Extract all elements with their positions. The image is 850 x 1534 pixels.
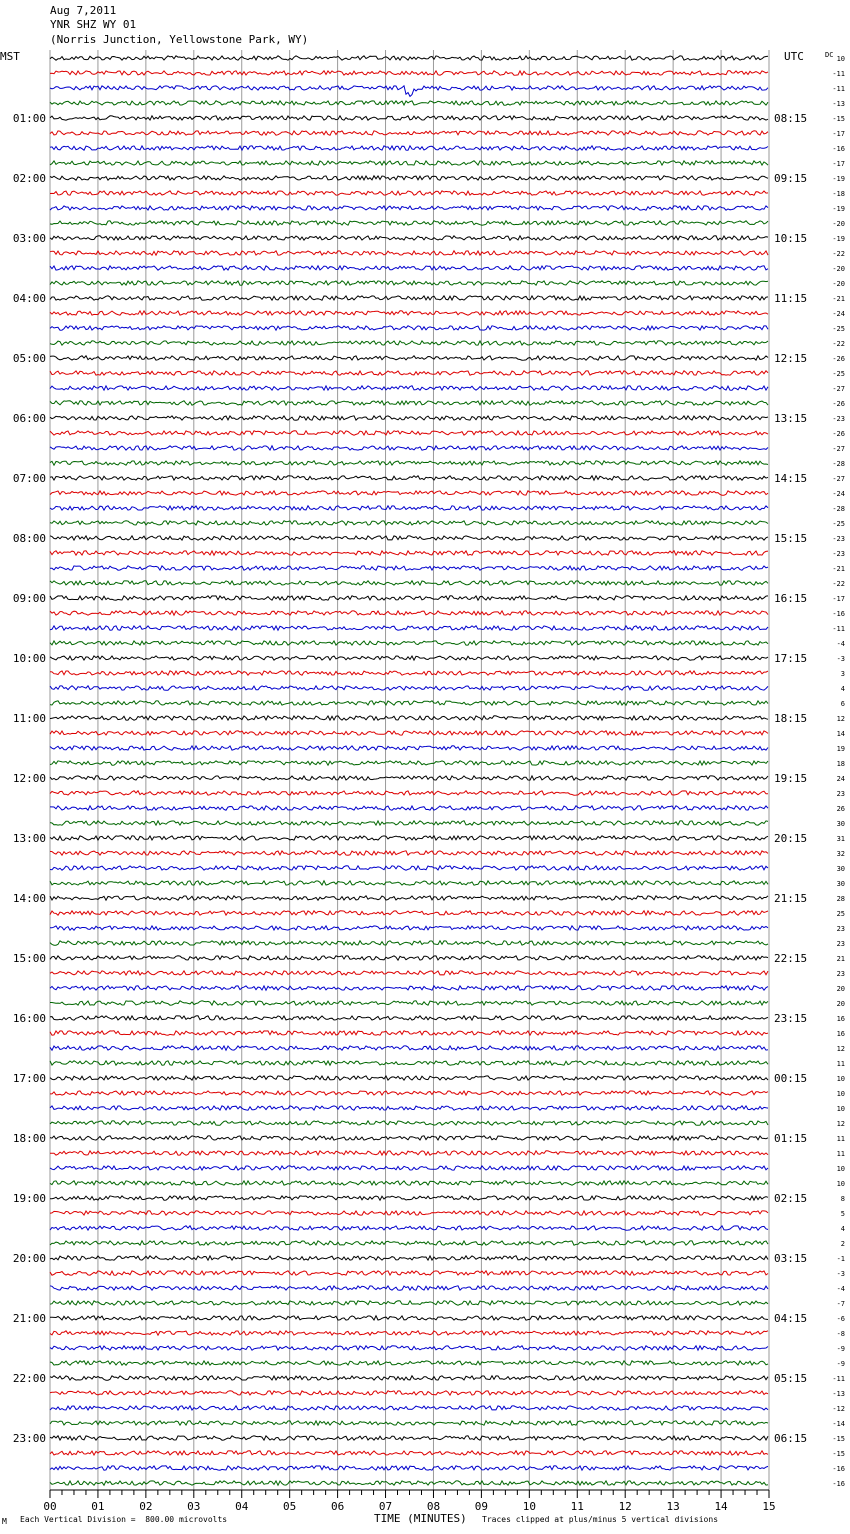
trace-row <box>50 1106 768 1110</box>
trace-row <box>50 1481 768 1485</box>
dc-offset-label: -24 <box>832 310 845 318</box>
left-time-label: 14:00 <box>12 892 46 905</box>
division-note: Each Vertical Division = 800.00 microvolts <box>20 1515 228 1524</box>
dc-offset-label: 21 <box>836 955 845 963</box>
dc-offset-label: 14 <box>836 730 845 738</box>
right-time-label: 01:15 <box>774 1132 808 1145</box>
dc-offset-label: -16 <box>832 145 845 153</box>
dc-offset-label: 31 <box>836 835 845 843</box>
dc-offset-label: -17 <box>832 595 845 603</box>
dc-offset-label: -3 <box>836 655 845 663</box>
dc-offset-label: 32 <box>836 850 845 858</box>
trace-row <box>50 131 768 135</box>
dc-offset-label: -28 <box>832 505 845 513</box>
dc-offset-label: 23 <box>836 925 845 933</box>
left-time-label: 03:00 <box>12 232 46 245</box>
x-tick-label: 03 <box>187 1500 201 1513</box>
chart-location: (Norris Junction, Yellowstone Park, WY) <box>50 33 309 46</box>
trace-row <box>50 821 768 825</box>
dc-offset-label: -21 <box>832 565 845 573</box>
right-time-label: 11:15 <box>774 292 808 305</box>
x-axis <box>43 1490 775 1513</box>
x-tick-label: 13 <box>666 1500 680 1513</box>
trace-row <box>50 1151 768 1155</box>
dc-offset-label: -27 <box>832 445 845 453</box>
x-tick-label: 05 <box>283 1500 297 1513</box>
dc-offset-label: -22 <box>832 580 845 588</box>
dc-offset-label: -23 <box>832 550 845 558</box>
dc-offset-label: -14 <box>832 1420 845 1428</box>
right-time-label: 17:15 <box>774 652 808 665</box>
dc-offset-label: -16 <box>832 1465 845 1473</box>
dc-header: DC <box>825 51 834 59</box>
dc-offset-label: -4 <box>836 640 845 648</box>
dc-offset-label: -26 <box>832 430 845 438</box>
left-time-label: 09:00 <box>12 592 46 605</box>
trace-row <box>50 1076 768 1080</box>
left-time-label: 10:00 <box>12 652 46 665</box>
right-time-label: 14:15 <box>774 472 808 485</box>
left-timezone-label: MST <box>0 50 20 63</box>
dc-offset-label: -20 <box>832 265 845 273</box>
left-time-label: 16:00 <box>12 1012 46 1025</box>
trace-row <box>50 656 768 660</box>
right-time-label: 16:15 <box>774 592 808 605</box>
trace-row <box>50 806 768 810</box>
dc-offset-label: -20 <box>832 220 845 228</box>
dc-offset-label: -1 <box>836 1255 845 1263</box>
dc-offset-label: 20 <box>836 985 845 993</box>
dc-offset-label: -27 <box>832 475 845 483</box>
seismic-traces <box>50 56 768 1485</box>
right-time-label: 10:15 <box>774 232 808 245</box>
dc-offset-label: 10 <box>836 1105 845 1113</box>
dc-offset-label: 10 <box>836 1075 845 1083</box>
dc-offset-label: 30 <box>836 820 845 828</box>
dc-offset-label: -25 <box>832 325 845 333</box>
trace-row <box>50 1466 768 1470</box>
dc-offset-label: 10 <box>836 1090 845 1098</box>
dc-offset-label: -3 <box>836 1270 845 1278</box>
dc-offset-label: 12 <box>836 715 845 723</box>
left-time-label: 19:00 <box>12 1192 46 1205</box>
x-tick-label: 15 <box>762 1500 776 1513</box>
dc-offset-label: -15 <box>832 115 845 123</box>
right-time-label: 04:15 <box>774 1312 808 1325</box>
dc-offset-label: 12 <box>836 1045 845 1053</box>
dc-offset-label: -27 <box>832 385 845 393</box>
dc-offset-label: -15 <box>832 1450 845 1458</box>
dc-offset-label: -17 <box>832 160 845 168</box>
x-tick-label: 10 <box>522 1500 536 1513</box>
right-time-label: 18:15 <box>774 712 808 725</box>
dc-offset-label: 23 <box>836 790 845 798</box>
left-time-label: 07:00 <box>12 472 46 485</box>
trace-row <box>50 251 768 255</box>
trace-row <box>50 1166 768 1170</box>
dc-offset-label: 23 <box>836 940 845 948</box>
trace-row <box>50 671 768 675</box>
trace-row <box>50 1016 768 1020</box>
right-time-label: 08:15 <box>774 112 808 125</box>
dc-offset-label: 20 <box>836 1000 845 1008</box>
corner-mark: M <box>2 1517 7 1526</box>
trace-row <box>50 1046 768 1050</box>
trace-row <box>50 446 768 450</box>
trace-row <box>50 506 768 510</box>
trace-row <box>50 476 768 480</box>
dc-offset-label: -21 <box>832 295 845 303</box>
trace-row <box>50 386 768 390</box>
dc-offset-label: -22 <box>832 250 845 258</box>
dc-offset-label: 11 <box>836 1135 845 1143</box>
dc-offset-label: -24 <box>832 490 845 498</box>
x-tick-label: 00 <box>43 1500 57 1513</box>
trace-row <box>50 911 768 915</box>
dc-offset-label: -11 <box>832 1375 845 1383</box>
trace-row <box>50 836 768 840</box>
trace-row <box>50 1256 768 1260</box>
dc-offset-label: 24 <box>836 775 845 783</box>
trace-row <box>50 716 768 720</box>
dc-offset-label: 26 <box>836 805 845 813</box>
trace-row <box>50 581 768 585</box>
trace-row <box>50 281 768 285</box>
trace-row <box>50 551 768 555</box>
right-time-label: 22:15 <box>774 952 808 965</box>
dc-offset-label: -7 <box>836 1300 845 1308</box>
x-tick-label: 01 <box>91 1500 105 1513</box>
dc-offset-label: 19 <box>836 745 845 753</box>
dc-offset-label: -6 <box>836 1315 845 1323</box>
left-time-label: 04:00 <box>12 292 46 305</box>
dc-offset-label: 30 <box>836 880 845 888</box>
trace-row <box>50 746 768 750</box>
trace-row <box>50 986 768 990</box>
dc-offset-label: -17 <box>832 130 845 138</box>
left-time-label: 06:00 <box>12 412 46 425</box>
dc-offset-label: 5 <box>840 1210 845 1218</box>
dc-offset-label: 6 <box>840 700 845 708</box>
trace-row <box>50 776 768 780</box>
dc-offset-label: 30 <box>836 865 845 873</box>
trace-row <box>50 1241 768 1245</box>
dc-offset-label: -25 <box>832 520 845 528</box>
trace-row <box>50 536 768 540</box>
right-time-label: 06:15 <box>774 1432 808 1445</box>
chart-date: Aug 7,2011 <box>50 4 117 17</box>
trace-row <box>50 1286 768 1290</box>
x-tick-label: 09 <box>474 1500 489 1513</box>
trace-row <box>50 1421 768 1425</box>
trace-row <box>50 1346 768 1350</box>
dc-offset-label: -19 <box>832 205 845 213</box>
dc-offset-label: -26 <box>832 355 845 363</box>
x-tick-label: 07 <box>378 1500 393 1513</box>
left-time-label: 08:00 <box>12 532 46 545</box>
right-time-label: 03:15 <box>774 1252 808 1265</box>
x-axis-title: TIME (MINUTES) <box>374 1512 467 1525</box>
dc-offset-label: 11 <box>836 1150 845 1158</box>
right-time-label: 02:15 <box>774 1192 808 1205</box>
left-time-label: 23:00 <box>12 1432 46 1445</box>
trace-row <box>50 701 768 705</box>
trace-row <box>50 176 768 180</box>
trace-row <box>50 1316 768 1320</box>
right-time-label: 12:15 <box>774 352 808 365</box>
x-tick-label: 12 <box>618 1500 632 1513</box>
trace-row <box>50 896 768 900</box>
dc-offset-label: 11 <box>836 1060 845 1068</box>
trace-row <box>50 1211 768 1215</box>
trace-row <box>50 311 768 315</box>
dc-offset-label: -18 <box>832 190 845 198</box>
trace-row <box>50 1121 768 1125</box>
trace-row <box>50 116 768 120</box>
dc-offset-label: -9 <box>836 1345 845 1353</box>
trace-row <box>50 266 768 270</box>
left-time-label: 12:00 <box>12 772 46 785</box>
dc-offset-label: -12 <box>832 1405 845 1413</box>
trace-row <box>50 1196 768 1200</box>
trace-row <box>50 566 768 570</box>
dc-offset-label: -20 <box>832 280 845 288</box>
dc-offset-label: -23 <box>832 415 845 423</box>
left-time-label: 17:00 <box>12 1072 46 1085</box>
trace-row <box>50 56 768 60</box>
trace-row <box>50 866 768 870</box>
dc-offset-label: 28 <box>836 895 845 903</box>
trace-row <box>50 941 768 945</box>
dc-offset-label: -13 <box>832 100 845 108</box>
trace-row <box>50 791 768 795</box>
trace-row <box>50 1301 768 1305</box>
trace-row <box>50 1061 768 1065</box>
left-time-label: 02:00 <box>12 172 46 185</box>
trace-row <box>50 641 768 645</box>
left-time-label: 18:00 <box>12 1132 46 1145</box>
dc-offset-label: -16 <box>832 610 845 618</box>
dc-offset-label: -25 <box>832 370 845 378</box>
trace-row <box>50 1376 768 1380</box>
trace-row <box>50 521 768 525</box>
dc-offset-label: -19 <box>832 175 845 183</box>
dc-offset-label: 10 <box>836 1180 845 1188</box>
trace-row <box>50 101 768 105</box>
trace-row <box>50 1091 768 1095</box>
trace-row <box>50 146 768 150</box>
left-time-label: 13:00 <box>12 832 46 845</box>
dc-offset-label: 4 <box>840 1225 845 1233</box>
dc-offset-label: -11 <box>832 85 845 93</box>
left-time-label: 05:00 <box>12 352 46 365</box>
trace-row <box>50 596 768 600</box>
dc-offset-label: 3 <box>840 670 845 678</box>
trace-row <box>50 1271 768 1275</box>
trace-row <box>50 161 768 165</box>
right-time-label: 13:15 <box>774 412 808 425</box>
dc-offset-label: -22 <box>832 340 845 348</box>
dc-offset-label: 18 <box>836 760 845 768</box>
dc-offset-label: 10 <box>836 1165 845 1173</box>
dc-offset-label: -11 <box>832 625 845 633</box>
trace-row <box>50 1181 768 1185</box>
dc-offset-label: 4 <box>840 685 845 693</box>
trace-row <box>50 236 768 240</box>
trace-row <box>50 686 768 690</box>
trace-row <box>50 1391 768 1395</box>
dc-offset-label: -8 <box>836 1330 845 1338</box>
dc-offset-label: 16 <box>836 1030 845 1038</box>
left-time-label: 01:00 <box>12 112 46 125</box>
dc-offset-label: 16 <box>836 1015 845 1023</box>
trace-row <box>50 1136 768 1140</box>
dc-offset-label: 25 <box>836 910 845 918</box>
trace-row <box>50 326 768 330</box>
clip-note: Traces clipped at plus/minus 5 vertical divisions <box>482 1515 719 1524</box>
right-time-label: 15:15 <box>774 532 808 545</box>
trace-row <box>50 1226 768 1230</box>
trace-row <box>50 341 768 345</box>
trace-row <box>50 1031 768 1035</box>
trace-row <box>50 1001 768 1005</box>
left-time-label: 15:00 <box>12 952 46 965</box>
dc-offset-label: 8 <box>840 1195 845 1203</box>
dc-offset-label: 10 <box>836 55 845 63</box>
trace-row <box>50 611 768 615</box>
trace-row <box>50 626 768 630</box>
trace-row <box>50 416 768 420</box>
x-tick-label: 14 <box>714 1500 728 1513</box>
trace-row <box>50 1436 768 1440</box>
dc-offset-label: -9 <box>836 1360 845 1368</box>
trace-row <box>50 431 768 435</box>
dc-offset-label: -11 <box>832 70 845 78</box>
right-time-label: 21:15 <box>774 892 808 905</box>
right-time-label: 00:15 <box>774 1072 808 1085</box>
left-time-label: 20:00 <box>12 1252 46 1265</box>
dc-offset-label: -28 <box>832 460 845 468</box>
trace-row <box>50 971 768 975</box>
trace-row <box>50 86 768 97</box>
trace-row <box>50 221 768 225</box>
trace-row <box>50 461 768 465</box>
dc-offset-label: 2 <box>840 1240 845 1248</box>
time-gridlines <box>50 50 769 1490</box>
trace-row <box>50 296 768 300</box>
dc-offset-label: -15 <box>832 1435 845 1443</box>
trace-row <box>50 881 768 885</box>
trace-row <box>50 371 768 375</box>
trace-row <box>50 731 768 735</box>
right-time-label: 09:15 <box>774 172 808 185</box>
dc-offset-label: -4 <box>836 1285 845 1293</box>
left-time-label: 11:00 <box>12 712 46 725</box>
right-time-label: 19:15 <box>774 772 808 785</box>
right-time-label: 23:15 <box>774 1012 808 1025</box>
x-tick-label: 04 <box>235 1500 249 1513</box>
trace-row <box>50 206 768 210</box>
trace-row <box>50 491 768 495</box>
left-time-label: 21:00 <box>12 1312 46 1325</box>
trace-row <box>50 1406 768 1410</box>
trace-row <box>50 956 768 960</box>
trace-row <box>50 926 768 930</box>
dc-offset-label: -13 <box>832 1390 845 1398</box>
left-time-label: 22:00 <box>12 1372 46 1385</box>
trace-row <box>50 1361 768 1365</box>
trace-row <box>50 851 768 855</box>
trace-row <box>50 1331 768 1335</box>
trace-row <box>50 401 768 405</box>
trace-row <box>50 1451 768 1455</box>
dc-offset-label: -26 <box>832 400 845 408</box>
dc-offset-label: -23 <box>832 535 845 543</box>
trace-row <box>50 356 768 360</box>
x-tick-label: 06 <box>330 1500 345 1513</box>
right-timezone-label: UTC <box>784 50 804 63</box>
dc-offset-label: 12 <box>836 1120 845 1128</box>
dc-offset-label: -16 <box>832 1480 845 1488</box>
right-time-label: 20:15 <box>774 832 808 845</box>
trace-row <box>50 191 768 195</box>
x-tick-label: 02 <box>139 1500 153 1513</box>
trace-row <box>50 71 768 75</box>
dc-offset-labels <box>825 51 845 1488</box>
dc-offset-label: 23 <box>836 970 845 978</box>
chart-station: YNR SHZ WY 01 <box>50 18 137 31</box>
dc-offset-label: -19 <box>832 235 845 243</box>
x-tick-label: 11 <box>570 1500 584 1513</box>
trace-row <box>50 761 768 765</box>
right-time-label: 05:15 <box>774 1372 808 1385</box>
x-tick-label: 08 <box>426 1500 441 1513</box>
